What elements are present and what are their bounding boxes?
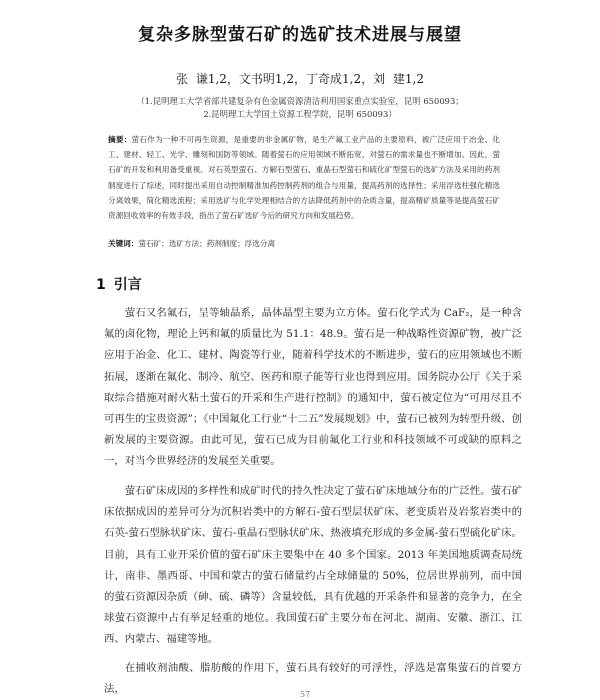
affiliation-2: 2.昆明理工大学国土资源工程学院，昆明 650093）	[203, 109, 397, 119]
affiliation-1: （1.昆明理工大学省部共建复杂有色金属资源清洁利用国家重点实验室，昆明 650093；	[136, 96, 464, 106]
body-paragraph-1: 萤石又名氟石，呈等轴晶系，晶体晶型主要为立方体。萤石化学式为 CaF₂，是一种含氟的卤化物，理论上钙和氟的质量比为 51.1：48.9。萤石是一种战略性资源矿物，被广泛应用于冶金、化工、建材、陶瓷等行业，随着科学技术的不断进步，萤石的应用领域也不断拓展，逐渐在氟化、制冷、航空、医药和原子能等行业也得到应用。国务院办公厅《关于采取综合措施对耐火粘土萤石的开采和生产进行控制》的通知中，萤石被定位为“可用尽且不可再生的宝贵资源”；《中国氟化工行业“十二五”发展规划》中，萤石已被列为转型升级、创新发展的主要资源。由此可见，萤石已成为目前氟化工行业和科技领域不可或缺的原料之一，对当今世界经济的发展至关重要。	[104, 307, 522, 468]
section-heading-introduction	[96, 274, 142, 294]
keywords	[108, 236, 500, 251]
paper-title: 复杂多脉型萤石矿的选矿技术进展与展望	[138, 25, 462, 45]
body-paragraph-3: 在捕收剂油酸、脂肪酸的作用下，萤石具有较好的可浮性，浮选是富集萤石的首要方法，	[104, 662, 522, 696]
section-number: 1	[96, 277, 106, 293]
author-list: 张 谦1,2，文书明1,2，丁奇成1,2，刘 建1,2	[176, 72, 424, 86]
keywords-label: 关键词：	[108, 239, 139, 248]
page-number: 57	[300, 690, 311, 699]
section-title: 引言	[113, 277, 142, 293]
body-paragraph-2: 萤石矿床成因的多样性和成矿时代的持久性决定了萤石矿床地域分布的广泛性。萤石矿床依据成因的差异可分为沉积岩类中的方解石-萤石型层状矿床、老变质岩及岩浆岩类中的石英-萤石型脉状矿床、萤石-重晶石型脉状矿床、热液填充形成的多金属-萤石型硫化矿床。目前，具有工业开采价值的萤石矿床主要集中在 40 多个国家。2013 年美国地质调查局统计，南非、墨西哥、中国和蒙古的萤石储量约占全球储量的 50%，位居世界前列，而中国的萤石资源因杂质（砷、硫、磷等）含量较低，具有优越的开采条件和显著的竞争力，在全球萤石资源中占有举足轻重的地位。我国萤石矿主要分布在河北、湖南、安徽、浙江、江西、内蒙古、福建等地。	[104, 485, 522, 646]
abstract-text: 萤石作为一种不可再生资源，是重要的非金属矿物，是生产氟工业产品的主要原料，被广泛应用于冶金、化工、建材、轻工、光学、雕刻和国防等领域。随着萤石的应用领域不断拓宽，对萤石的需求量也不断增加。因此，萤石矿的开发和利用备受重视。对石英型萤石、方解石型萤石、重晶石型萤石和硫化矿型萤石的选矿方法及采用的药剂制度进行了综述，同时提出采用自动控制精准加药控制药剂的组合与用量，提高药剂的选择性；采用浮选柱强化精选分离效果，简化精选流程；采用选矿与化学处理相结合的方法降低药剂中的杂质含量，提高精矿质量等是提高萤石矿资源回收效率的有效手段，指出了萤石矿选矿今后的研究方向和发展趋势。	[108, 135, 501, 221]
abstract-label: 摘要：	[108, 135, 132, 144]
abstract	[108, 132, 500, 223]
keywords-text: 萤石矿；选矿方法；药剂制度；浮选分离	[138, 239, 276, 248]
